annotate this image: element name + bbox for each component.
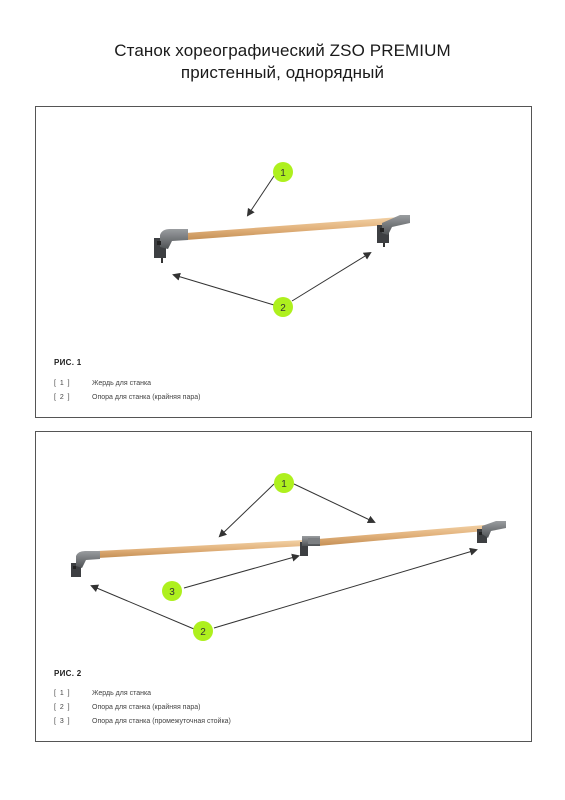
- arrow-2b: [292, 253, 370, 301]
- arrow-1b: [294, 484, 374, 522]
- legend-text: Опора для станка (крайняя пара): [92, 703, 201, 711]
- legend-text: Жердь для станка: [92, 689, 152, 697]
- intermediate-support-bracket: [300, 536, 320, 556]
- figure-1-label: РИС. 1: [54, 358, 82, 367]
- figure-2-panel: [35, 431, 532, 742]
- document-title: [0, 40, 565, 84]
- arrow-3: [184, 556, 298, 588]
- figure-1-legend: [54, 376, 201, 404]
- svg-text:2: 2: [200, 627, 206, 638]
- legend-text: Опора для станка (промежуточная стойка): [92, 717, 231, 725]
- svg-text:3: 3: [169, 587, 175, 598]
- legend-row: [54, 714, 231, 728]
- figure-1-illustration: [36, 107, 531, 417]
- figure-1-panel: [35, 106, 532, 418]
- legend-number: [ 2 ]: [54, 393, 70, 401]
- arrow-2a: [174, 275, 274, 305]
- callout-2: [193, 621, 213, 641]
- svg-text:1: 1: [281, 479, 287, 490]
- left-support-bracket: [154, 229, 188, 263]
- arrow-2b: [214, 550, 476, 628]
- figure-2-label: РИС. 2: [54, 669, 82, 678]
- callout-3: [162, 581, 182, 601]
- svg-text:1: 1: [280, 168, 286, 179]
- right-support-bracket: [477, 521, 506, 543]
- legend-number: [ 3 ]: [54, 717, 70, 725]
- callout-1: [274, 473, 294, 493]
- legend-row: [54, 390, 201, 404]
- callout-1: [273, 162, 293, 182]
- svg-text:2: 2: [280, 303, 286, 314]
- barre-pole-left: [98, 540, 304, 558]
- title-line-1: Станок хореографический ZSO PREMIUM: [114, 41, 451, 60]
- arrow-1a: [220, 484, 274, 536]
- legend-number: [ 2 ]: [54, 703, 70, 711]
- callout-2: [273, 297, 293, 317]
- legend-text: Опора для станка (крайняя пара): [92, 393, 201, 401]
- arrow-1: [248, 173, 276, 215]
- left-support-bracket: [71, 551, 100, 577]
- legend-number: [ 1 ]: [54, 379, 70, 387]
- legend-row: [54, 700, 231, 714]
- barre-pole-right: [318, 524, 496, 546]
- legend-text: Жердь для станка: [92, 379, 152, 387]
- barre-pole: [186, 217, 400, 240]
- legend-row: [54, 376, 201, 390]
- figure-2-legend: [54, 686, 231, 728]
- legend-row: [54, 686, 231, 700]
- title-line-2: пристенный, однорядный: [180, 63, 385, 82]
- legend-number: [ 1 ]: [54, 689, 70, 697]
